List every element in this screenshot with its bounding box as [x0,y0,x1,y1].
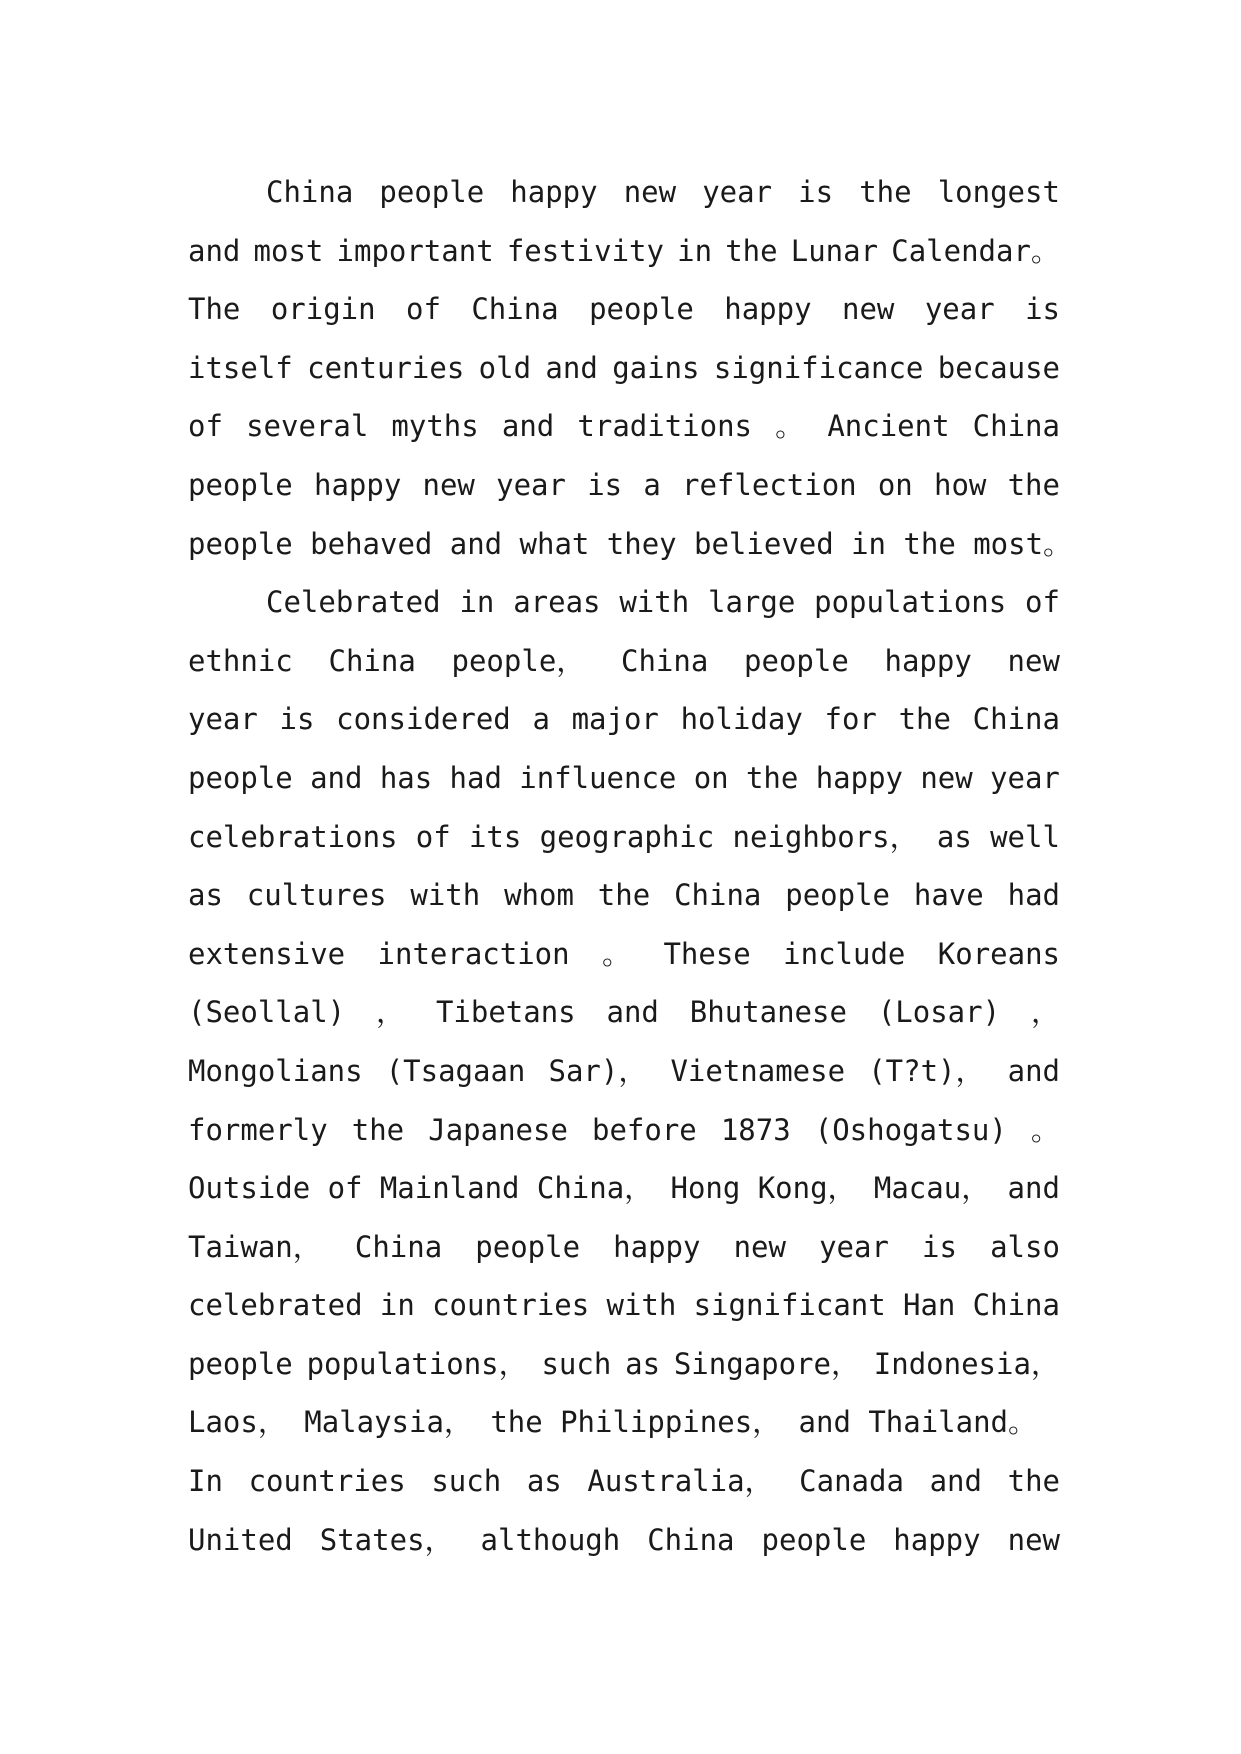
text-word: 1873 [720,1112,791,1147]
text-line [188,280,1060,339]
text-word: people [785,878,891,913]
text-line [188,925,1060,984]
text-word: cultures [246,878,387,913]
text-word: people [589,292,694,327]
text-word: China [972,1288,1060,1323]
text-word: areas [513,585,601,620]
text-word: happy [510,175,598,209]
text-word: Macau， [873,1171,991,1206]
text-word: In [188,1464,223,1499]
text-word: China， [536,1171,654,1206]
text-word: believed [694,526,834,561]
text-word: most。 [973,526,1073,561]
text-word: have [913,878,984,913]
text-word: well [990,819,1060,854]
text-word: happy [313,467,402,502]
text-word: the [351,1112,405,1147]
text-word: with [619,585,690,620]
text-word: such [541,1346,612,1381]
text-word: year [188,702,258,737]
text-word: such [431,1464,502,1499]
text-word: China [674,878,762,913]
text-word: although [480,1522,621,1557]
text-word: year [496,467,566,502]
text-word: with [606,1288,677,1323]
text-word: several [246,409,369,444]
text-word: people [188,526,293,561]
text-word: had [449,760,502,795]
text-word: old [478,350,532,385]
text-word: Vietnamese [670,1053,846,1088]
text-word: These [663,936,751,971]
text-word: formerly [188,1112,328,1147]
text-word: a [532,702,550,737]
text-word: Mainland [379,1171,520,1206]
text-word: Singapore， [673,1346,860,1381]
text-word: Outside [188,1171,311,1206]
text-word: in [459,585,495,620]
text-word: people [475,1229,581,1264]
text-line [188,397,1060,456]
text-word: they [606,526,677,561]
text-line [188,808,1060,867]
text-word: considered [336,702,511,737]
text-line [188,1218,1060,1277]
text-word: (Tsagaan [385,1053,526,1088]
text-word: the [725,233,778,268]
text-word: is [922,1229,957,1264]
text-word: China [328,643,416,678]
text-word: and [310,760,363,795]
text-word: people， [451,643,586,678]
text-word: of [188,409,223,444]
text-word: new [842,292,895,327]
text-line [188,1511,1060,1570]
text-word: China [972,409,1060,444]
text-word: China [471,292,559,327]
text-word: before [592,1112,697,1147]
text-word: new [1007,643,1060,678]
text-word: the [490,1405,543,1440]
text-word: people [188,760,293,795]
text-line [188,1042,1060,1101]
text-word: on [693,760,729,795]
text-word: Laos， [188,1405,287,1440]
text-word: centuries [307,350,465,385]
text-word: the [1007,1464,1060,1499]
text-word: happy [724,292,812,327]
text-word: is [1025,292,1060,327]
text-word: is [587,467,623,502]
text-word: China [972,702,1060,737]
text-line [188,1335,1060,1394]
text-word: Indonesia， [873,1346,1060,1381]
text-word: reflection [682,467,857,502]
text-word: most [253,233,324,268]
text-word: in [379,1288,415,1323]
text-line [188,515,1073,574]
text-word: (Losar) [877,995,1001,1030]
text-word: happy [815,760,903,795]
text-word: of [406,292,441,327]
text-word: traditions [577,409,753,444]
text-word: people [188,467,293,502]
text-line [188,222,1060,281]
text-word: has [379,760,433,795]
text-word: people [761,1522,867,1557]
text-word: people [188,1346,293,1381]
text-word: as [526,1464,562,1499]
text-word: celebrations [188,819,398,854]
text-word: how [933,467,987,502]
text-word: Thailand。 [868,1405,1038,1440]
text-word: Celebrated [266,585,441,620]
text-word: Malaysia， [304,1405,473,1440]
text-word: Calendar。 [891,233,1060,268]
text-line [188,749,1060,808]
text-word: the [1007,467,1060,502]
text-word: (T?t)， [868,1053,985,1088]
text-word: also [990,1229,1060,1264]
text-line [188,1452,1060,1511]
text-word: and [606,995,659,1030]
text-word: for [824,702,877,737]
text-word: Philippines， [560,1405,782,1440]
text-word: longest [937,175,1060,209]
text-word: China [621,643,709,678]
text-word: on [877,467,913,502]
text-word: its [468,819,522,854]
text-word: new [1007,1522,1060,1557]
text-word: holiday [680,702,803,737]
text-word: significance [713,350,924,385]
text-word: ， [376,995,406,1030]
text-word: and [501,409,555,444]
text-word: year [702,175,773,209]
text-word: celebrated [188,1288,363,1323]
text-word: and [1007,1053,1060,1088]
text-word: China [354,1229,443,1264]
text-word: Taiwan， [188,1229,322,1264]
text-word: the [597,878,651,913]
text-word: extensive [188,936,346,971]
text-word: United [188,1522,293,1557]
text-line [188,339,1060,398]
text-word: significant [693,1288,886,1323]
text-word: new [623,175,677,209]
text-word: the [745,760,799,795]
text-word: Hong [670,1171,741,1206]
body-text [188,163,1073,1569]
text-word: new [920,760,973,795]
text-word: whom [504,878,574,913]
text-line [188,1276,1060,1335]
text-word: the [859,175,912,209]
text-word: ， [1030,995,1060,1030]
text-word: major [571,702,659,737]
text-word: Mongolians [188,1053,363,1088]
text-word: and [188,233,241,268]
text-word: of [1025,585,1060,620]
text-word: and [798,1405,851,1440]
text-word: of [415,819,451,854]
text-word: people [744,643,849,678]
text-word: Sar)， [548,1053,648,1088]
text-word: year [924,292,995,327]
text-word: happy [884,643,972,678]
text-word: because [937,350,1060,385]
text-word: neighbors， [732,819,919,854]
text-word: and [449,526,503,561]
text-word: in [851,526,887,561]
text-line [188,632,1060,691]
text-word: new [422,467,475,502]
text-word: is [279,702,315,737]
text-word: The [188,292,241,327]
text-line [188,690,1060,749]
text-word: interaction [377,936,570,971]
text-word: China [647,1522,735,1557]
text-word: year [819,1229,889,1264]
text-line [188,1159,1060,1218]
text-word: countries [432,1288,590,1323]
text-word: as [188,878,223,913]
text-word: Australia， [587,1464,774,1499]
text-word: Bhutanese [689,995,847,1030]
text-word: populations [814,585,1007,620]
text-line [188,573,1060,632]
text-word: is [798,175,834,209]
text-word: a [643,467,661,502]
text-word: gains [612,350,700,385]
text-word: itself [188,350,293,385]
text-word: as [625,1346,661,1381]
text-word: new [733,1229,786,1264]
text-word: of [327,1171,363,1206]
text-word: people [379,175,485,209]
text-word: year [990,760,1060,795]
text-word: Han [902,1288,956,1323]
text-word: Japanese [428,1112,568,1147]
text-word: States， [319,1522,454,1557]
text-word: happy [893,1522,981,1557]
text-word: behaved [310,526,433,561]
text-word: and [545,350,598,385]
text-word: large [708,585,796,620]
text-word: (Seollal) [188,995,346,1030]
text-word: Canada [799,1464,904,1499]
text-word: (Oshogatsu) [814,1112,1007,1147]
text-word: populations， [306,1346,528,1381]
text-line [188,456,1060,515]
text-word: festivity [506,233,664,268]
text-word: Koreans [937,936,1060,971]
text-word: ethnic [188,643,293,678]
text-word: Kong， [757,1171,857,1206]
text-word: and [1007,1171,1060,1206]
text-word: origin [270,292,376,327]
text-line [188,1101,1060,1160]
text-line [188,866,1060,925]
text-word: what [519,526,590,561]
text-word: 。 [775,409,805,444]
text-word: and [929,1464,982,1499]
text-word: happy [613,1229,701,1264]
text-word: geographic [539,819,715,854]
text-word: countries [248,1464,406,1499]
text-word: the [898,702,951,737]
text-line [188,983,1060,1042]
text-word: had [1007,878,1060,913]
text-word: with [410,878,481,913]
text-word: in [677,233,713,268]
text-word: 。 [602,936,632,971]
text-word: important [336,233,494,268]
text-line [188,1393,1060,1452]
text-word: Tibetans [435,995,576,1030]
text-word: the [903,526,956,561]
text-word: include [783,936,906,971]
text-word: Ancient [827,409,950,444]
text-word: 。 [1030,1112,1060,1147]
text-word: Lunar [790,233,879,268]
text-line [188,163,1060,222]
text-word: China [266,175,354,209]
text-word: as [936,819,972,854]
text-word: influence [519,760,677,795]
text-word: myths [391,409,479,444]
